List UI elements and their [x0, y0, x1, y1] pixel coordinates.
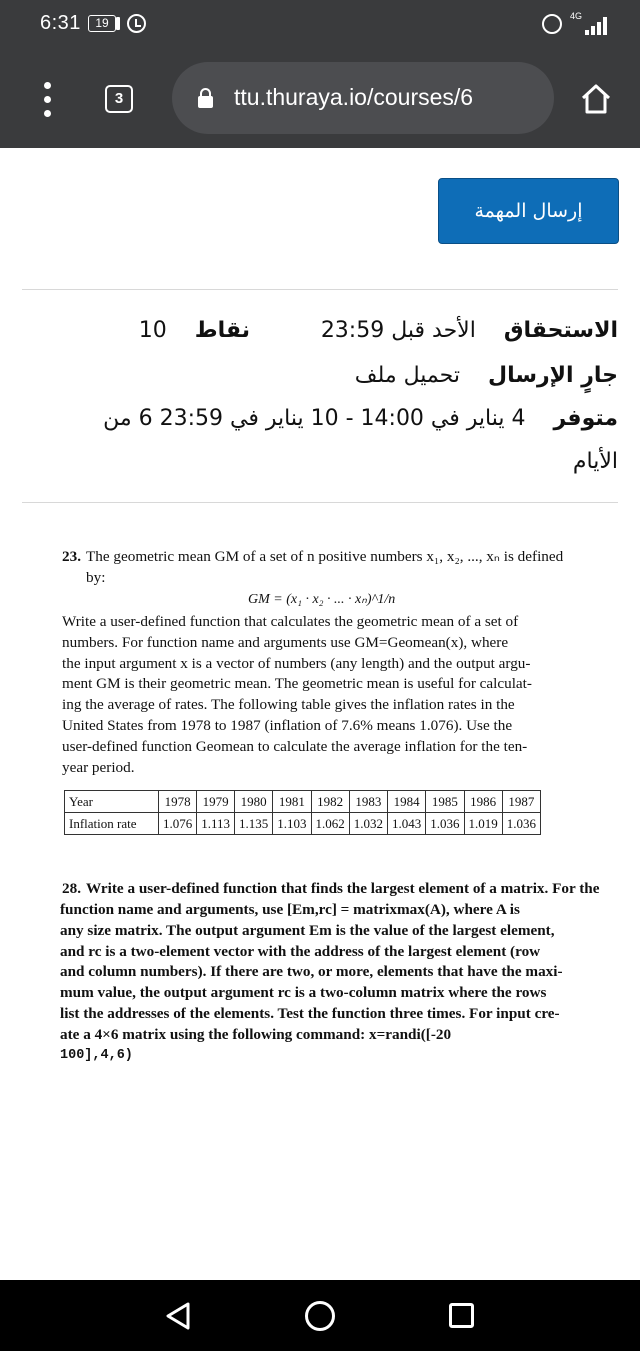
- problem-text-line: list the addresses of the elements. Test the function three times. For input cre-: [60, 1004, 560, 1022]
- year-cell: 1983: [349, 791, 387, 813]
- year-row-label: Year: [65, 791, 159, 813]
- due-value: الأحد قبل 23:59: [320, 318, 476, 343]
- url-text: ttu.thuraya.io/courses/6: [234, 84, 474, 110]
- year-cell: 1978: [159, 791, 197, 813]
- rate-cell: 1.113: [197, 813, 235, 835]
- problem-text-line: and rc is a two-element vector with the address of the largest element (row: [60, 942, 541, 960]
- alarm-icon: [127, 14, 146, 33]
- year-cell: 1984: [388, 791, 426, 813]
- problem-text-line: ment GM is their geometric mean. The geometric mean is useful for calculat-: [62, 675, 532, 693]
- available-row: [103, 406, 618, 431]
- rate-cell: 1.135: [235, 813, 273, 835]
- notification-badge: 19: [88, 15, 116, 32]
- problem-23-number: 23.: [62, 548, 81, 565]
- problem-23-text: [86, 547, 614, 589]
- page-content: [0, 148, 640, 1280]
- problem-text-line: mum value, the output argument rc is a two-column matrix where the rows: [60, 984, 547, 1002]
- year-cell: 1981: [273, 791, 311, 813]
- rate-cell: 1.103: [273, 813, 311, 835]
- problem-text-line: 100],4,6): [60, 1047, 133, 1063]
- year-cell: 1985: [426, 791, 464, 813]
- submitting-value: تحميل ملف: [354, 363, 460, 388]
- problem-text-line: ing the average of rates. The following table gives the inflation rates in the: [62, 696, 515, 714]
- home-icon[interactable]: [580, 83, 612, 115]
- year-cell: 1986: [464, 791, 502, 813]
- year-cell: 1982: [311, 791, 349, 813]
- year-cell: 1987: [502, 791, 540, 813]
- problem-text-line: function name and arguments, use [Em,rc] = matrixmax(A), where A is: [60, 901, 520, 918]
- problem-28-text: [86, 879, 616, 900]
- divider: [22, 289, 618, 290]
- problem-text-line: and column numbers). If there are two, or more, elements that have the maxi-: [60, 963, 563, 981]
- address-bar[interactable]: [172, 62, 554, 134]
- rate-row-label: Inflation rate: [65, 813, 159, 835]
- points-value: 10: [138, 318, 167, 343]
- rate-cell: 1.019: [464, 813, 502, 835]
- inflation-table: [64, 790, 541, 835]
- due-row: [321, 318, 618, 343]
- rate-cell: 1.036: [502, 813, 540, 835]
- points-label: نقاط: [194, 318, 250, 343]
- sim-icon: [116, 17, 120, 30]
- status-bar: [0, 0, 640, 52]
- whatsapp-icon: [542, 14, 562, 34]
- back-icon[interactable]: [164, 1302, 192, 1330]
- problem-text-line: numbers. For function name and arguments use GM=Geomean(x), where: [62, 633, 509, 651]
- available-row-cont: [573, 449, 618, 474]
- browser-toolbar: [0, 52, 640, 148]
- problem-28-number: 28.: [62, 880, 81, 897]
- problem-text-line: The geometric mean GM of a set of n positive numbers x₁, x₂, ..., xₙ is defined: [86, 548, 564, 565]
- submitting-row: [355, 363, 618, 388]
- problem-text-line: Write a user-defined function that finds the largest element of a matrix. For the: [86, 880, 600, 897]
- due-label: الاستحقاق: [503, 318, 618, 343]
- table-row: [65, 813, 541, 835]
- problem-text-line: United States from 1978 to 1987 (inflation of 7.6% means 1.076). Use the: [62, 716, 513, 734]
- problem-text-line: Write a user-defined function that calculates the geometric mean of a set of: [62, 613, 519, 630]
- more-menu-icon[interactable]: [38, 80, 58, 120]
- system-nav-bar: [0, 1280, 640, 1351]
- divider: [22, 502, 618, 503]
- gm-formula: GM = (x₁ · x₂ · ... · xₙ)^1/n: [248, 592, 396, 607]
- available-value-cont: الأيام: [572, 449, 618, 474]
- problem-text-line: user-defined function Geomean to calculate the average inflation for the ten-: [62, 737, 528, 755]
- table-row: [65, 791, 541, 813]
- rate-cell: 1.062: [311, 813, 349, 835]
- rate-cell: 1.076: [159, 813, 197, 835]
- points-row: [139, 318, 250, 343]
- lock-icon: [198, 88, 213, 108]
- signal-icon: [585, 17, 611, 35]
- rate-cell: 1.043: [388, 813, 426, 835]
- rate-cell: 1.032: [349, 813, 387, 835]
- problem-text-line: ate a 4×6 matrix using the following command: x=randi([-20: [60, 1025, 452, 1043]
- problem-text-line: year period.: [62, 758, 135, 776]
- rate-cell: 1.036: [426, 813, 464, 835]
- available-value: 4 يناير في 14:00 - 10 يناير في 23:59 6 من: [103, 406, 526, 431]
- problem-text-line: the input argument x is a vector of numbers (any length) and the output argu-: [62, 654, 531, 672]
- problem-28-body: [60, 900, 616, 1066]
- status-time: 6:31: [40, 12, 81, 34]
- problem-23-body: [62, 612, 614, 778]
- network-type: 4G: [570, 11, 583, 21]
- year-cell: 1980: [235, 791, 273, 813]
- home-nav-icon[interactable]: [305, 1301, 335, 1331]
- problem-text-line: any size matrix. The output argument Em is the value of the largest element,: [60, 921, 555, 939]
- available-label: متوفر: [553, 406, 618, 431]
- submit-assignment-button[interactable]: إرسال المهمة: [438, 178, 619, 244]
- recent-apps-icon[interactable]: [449, 1303, 474, 1328]
- year-cell: 1979: [197, 791, 235, 813]
- problem-text-line: by:: [86, 568, 106, 586]
- submitting-label: جارٍ الإرسال: [487, 363, 618, 388]
- tab-switcher-button[interactable]: 3: [105, 85, 133, 113]
